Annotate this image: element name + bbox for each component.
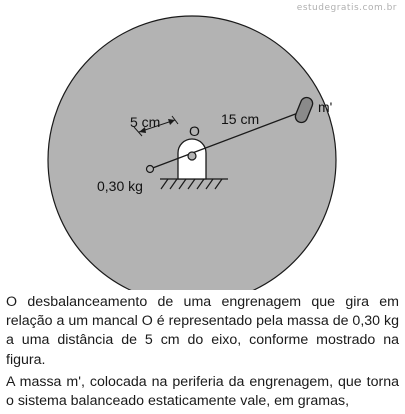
label-15cm: 15 cm	[221, 111, 260, 127]
question-paragraph-2: A massa m', colocada na periferia da engrenagem, que torna o sistema balanceado estaticamente vale, em gramas,	[6, 373, 399, 410]
known-mass-point	[147, 166, 154, 173]
label-m-prime: m'	[318, 99, 333, 115]
question-text	[6, 293, 399, 414]
site-watermark: estudegratis.com.br	[296, 3, 397, 13]
pivot-point	[188, 152, 196, 160]
label-mass-030: 0,30 kg	[97, 178, 143, 194]
question-paragraph-1: O desbalanceamento de uma engrenagem que gira em relação a um mancal O é representado pela massa de 0,30 kg a uma distância de 5 cm do eixo, conforme mostrado na figura.	[6, 294, 399, 368]
label-5cm: 5 cm	[130, 114, 161, 130]
label-pivot-o: O	[189, 123, 200, 139]
